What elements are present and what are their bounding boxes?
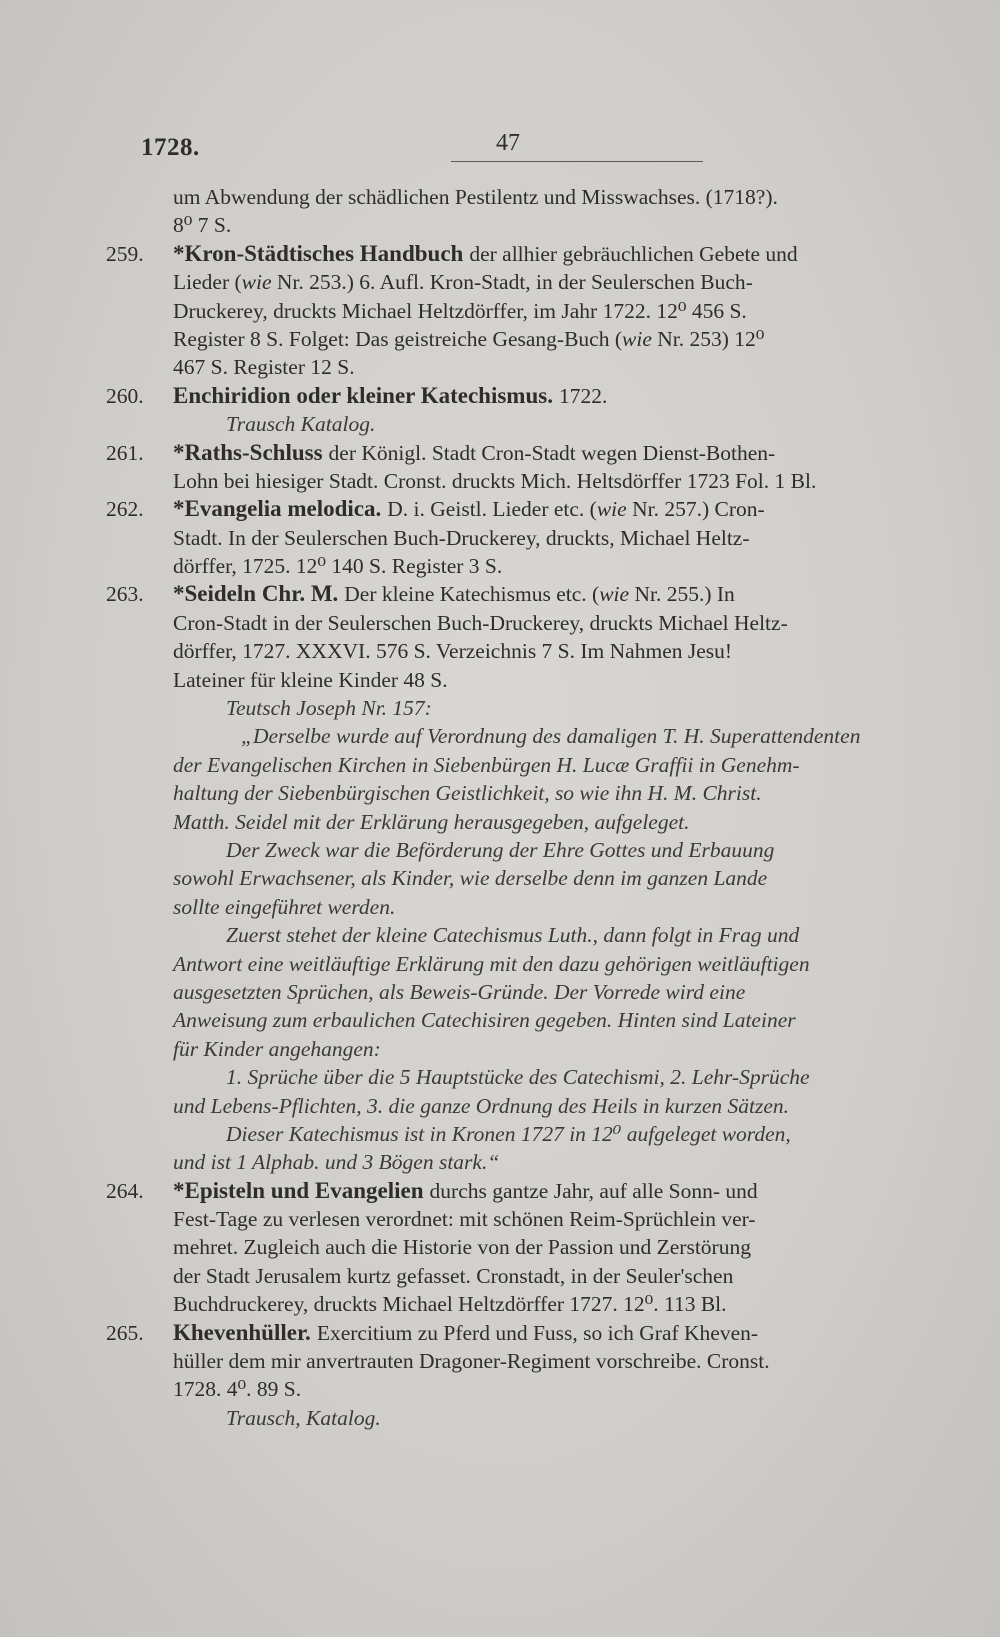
- entry-title: Khevenhüller.: [173, 1319, 311, 1345]
- text-line: mehret. Zugleich auch die Historie von der Passion und Zerstörung: [173, 1235, 751, 1260]
- page-number: 47: [496, 130, 520, 156]
- text-line: 8⁰ 7 S.: [173, 213, 232, 238]
- text-span: Lieder (: [173, 270, 242, 295]
- entry-262: [106, 495, 896, 523]
- entry-261: [106, 439, 896, 467]
- quote-line: 1. Sprüche über die 5 Hauptstücke des Catechismi, 2. Lehr-Sprüche: [226, 1065, 810, 1090]
- text-span: wie: [241, 270, 272, 295]
- text-span: Nr. 253.) 6. Aufl. Kron-Stadt, in der Seulerschen Buch-: [271, 270, 753, 295]
- page-body: [106, 183, 896, 1432]
- quote-line: sollte eingeführet werden.: [173, 894, 396, 919]
- entry-title: *Seideln Chr. M.: [173, 581, 339, 607]
- text-span: wie: [596, 497, 627, 522]
- text-line: Fest-Tage zu verlesen verordnet: mit schönen Reim-Sprüchlein ver-: [173, 1207, 756, 1232]
- running-year: 1728.: [141, 134, 200, 161]
- entry-263: [106, 580, 896, 608]
- quote-line: und ist 1 Alphab. und 3 Bögen stark.“: [173, 1150, 500, 1175]
- text-span: durchs gantze Jahr, auf alle Sonn- und: [429, 1178, 758, 1203]
- header-rule: [451, 161, 703, 162]
- entry-title: *Raths-Schluss: [173, 439, 323, 465]
- quote-line: ausgesetzten Sprüchen, als Beweis-Gründe. Der Vorrede wird eine: [173, 979, 746, 1004]
- text-line: [106, 325, 896, 353]
- source-citation: Trausch, Katalog.: [226, 1405, 381, 1430]
- quote-line: Matth. Seidel mit der Erklärung herausgegeben, aufgeleget.: [173, 809, 690, 834]
- text-line: [106, 268, 896, 296]
- quote-line: der Evangelischen Kirchen in Siebenbürgen H. Lucæ Graffii in Genehm-: [173, 752, 800, 777]
- text-line: dörffer, 1727. XXXVI. 576 S. Verzeichnis 7 S. Im Nahmen Jesu!: [173, 639, 733, 664]
- text-span: Register 8 S. Folget: Das geistreiche Gesang-Buch (: [173, 326, 623, 351]
- text-line: 1728. 4⁰. 89 S.: [173, 1377, 302, 1402]
- entry-260: [106, 382, 896, 410]
- quote-line: Antwort eine weitläuftige Erklärung mit den dazu gehörigen weitläuftigen: [173, 951, 810, 976]
- text-line: Lateiner für kleine Kinder 48 S.: [173, 667, 448, 692]
- quote-line: Zuerst stehet der kleine Catechismus Luth., dann folgt in Frag und: [226, 923, 800, 948]
- text-line: hüller dem mir anvertrauten Dragoner-Regiment vorschreibe. Cronst.: [173, 1349, 770, 1374]
- entry-259: [106, 240, 896, 268]
- quote-line: und Lebens-Pflichten, 3. die ganze Ordnung des Heils in kurzen Sätzen.: [173, 1093, 790, 1118]
- text-span: Nr. 255.) In: [629, 582, 735, 607]
- text-span: der allhier gebräuchlichen Gebete und: [469, 241, 798, 266]
- text-line: Lohn bei hiesiger Stadt. Cronst. druckts Mich. Heltsdörffer 1723 Fol. 1 Bl.: [173, 468, 817, 493]
- quote-line: „Derselbe wurde auf Verordnung des damaligen T. H. Superattendenten: [241, 724, 861, 749]
- page-header: [141, 128, 561, 168]
- entry-title: Enchiridion oder kleiner Katechismus.: [173, 382, 553, 408]
- text-span: 1722.: [558, 383, 608, 408]
- entry-264: [106, 1177, 896, 1205]
- quote-line: Der Zweck war die Beförderung der Ehre Gottes und Erbauung: [226, 837, 775, 862]
- text-span: Nr. 253) 12⁰: [651, 326, 765, 351]
- quote-line: Dieser Katechismus ist in Kronen 1727 in 12⁰ aufgeleget worden,: [226, 1121, 791, 1146]
- entry-265: [106, 1319, 896, 1347]
- quote-line: haltung der Siebenbürgischen Geistlichkeit, so wie ihn H. M. Christ.: [173, 781, 762, 806]
- entry-number: 263.: [106, 582, 144, 607]
- text-span: Nr. 257.) Cron-: [626, 497, 765, 522]
- entry-number: 265.: [106, 1320, 144, 1345]
- text-line: um Abwendung der schädlichen Pestilentz und Misswachses. (1718?).: [173, 185, 778, 209]
- entry-number: 262.: [106, 497, 144, 522]
- text-line: Buchdruckerey, druckts Michael Heltzdörffer 1727. 12⁰. 113 Bl.: [173, 1292, 727, 1317]
- entry-number: 260.: [106, 383, 144, 408]
- text-line: Stadt. In der Seulerschen Buch-Druckerey, druckts, Michael Heltz-: [173, 525, 750, 550]
- text-span: der Königl. Stadt Cron-Stadt wegen Dienst-Bothen-: [328, 440, 776, 465]
- entry-title: *Kron-Städtisches Handbuch: [173, 240, 464, 266]
- entry-title: *Episteln und Evangelien: [173, 1177, 424, 1203]
- entry-title: *Evangelia melodica.: [173, 496, 382, 522]
- text-span: wie: [599, 582, 630, 607]
- quote-line: sowohl Erwachsener, als Kinder, wie derselbe denn im ganzen Lande: [173, 866, 768, 891]
- text-line: 467 S. Register 12 S.: [173, 355, 355, 380]
- text-line: dörffer, 1725. 12⁰ 140 S. Register 3 S.: [173, 554, 503, 579]
- entry-number: 261.: [106, 440, 144, 465]
- text-span: wie: [622, 326, 652, 351]
- text-span: D. i. Geistl. Lieder etc. (: [387, 497, 597, 522]
- text-span: Der kleine Katechismus etc. (: [344, 582, 600, 607]
- text-line: Cron-Stadt in der Seulerschen Buch-Druckerey, druckts Michael Heltz-: [173, 610, 788, 635]
- text-span: Exercitium zu Pferd und Fuss, so ich Graf Kheven-: [316, 1320, 759, 1345]
- quote-line: Anweisung zum erbaulichen Catechisiren gegeben. Hinten sind Lateiner: [173, 1008, 796, 1033]
- source-citation: Trausch Katalog.: [226, 412, 376, 437]
- text-line: Druckerey, druckts Michael Heltzdörffer, im Jahr 1722. 12⁰ 456 S.: [173, 298, 747, 323]
- text-line: der Stadt Jerusalem kurtz gefasset. Cronstadt, in der Seuler'schen: [173, 1263, 734, 1288]
- entry-number: 264.: [106, 1178, 144, 1203]
- source-citation: Teutsch Joseph Nr. 157:: [226, 696, 432, 721]
- quote-line: für Kinder angehangen:: [173, 1036, 381, 1061]
- entry-number: 259.: [106, 241, 144, 266]
